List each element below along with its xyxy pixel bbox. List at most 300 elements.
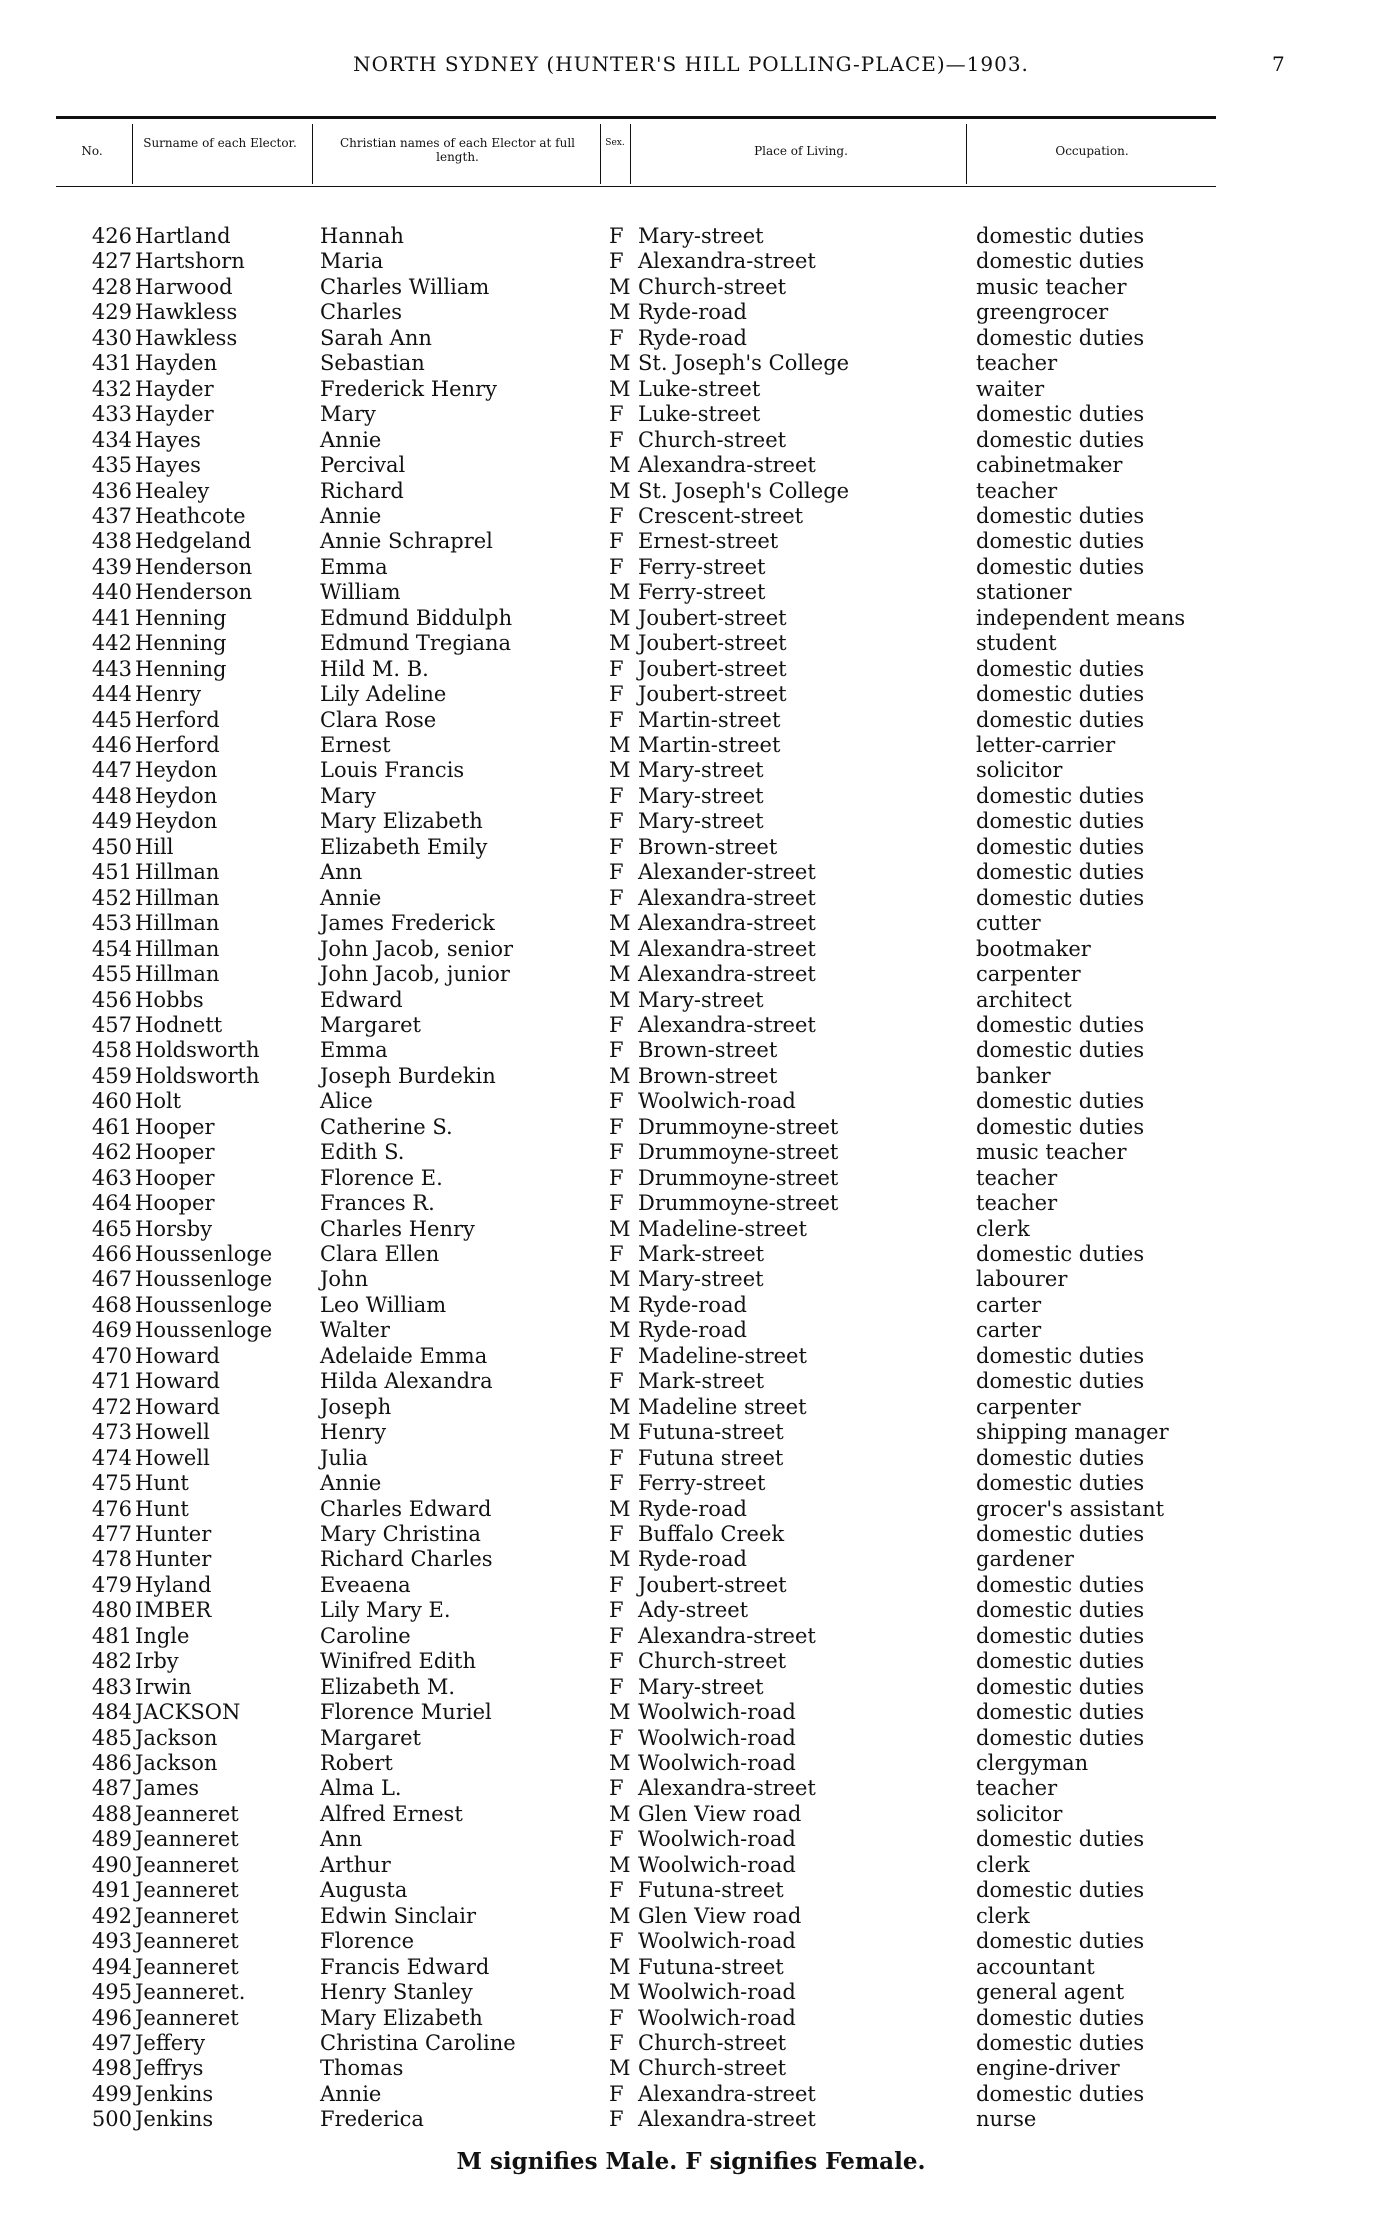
- elector-number: 429: [91, 300, 132, 325]
- christian-names: Ann: [320, 1827, 363, 1852]
- surname: Ingle: [135, 1623, 190, 1648]
- elector-number: 492: [91, 1903, 132, 1928]
- christian-names: Catherine S.: [320, 1114, 453, 1139]
- surname: James: [135, 1776, 200, 1801]
- surname: JACKSON: [135, 1700, 241, 1725]
- surname: Hobbs: [135, 987, 204, 1012]
- surname: Jeanneret: [135, 1878, 239, 1903]
- christian-names: Elizabeth Emily: [320, 834, 488, 859]
- elector-number: 485: [91, 1725, 132, 1750]
- surname: Holdsworth: [135, 1038, 260, 1063]
- sex: F: [609, 1114, 624, 1139]
- surname: Jeanneret: [135, 1903, 239, 1928]
- elector-number: 430: [91, 325, 132, 350]
- surname: Hillman: [135, 962, 220, 987]
- occupation: domestic duties: [976, 1623, 1145, 1648]
- christian-names: Francis Edward: [320, 1954, 490, 1979]
- christian-names: Hannah: [320, 224, 404, 248]
- sex: F: [609, 1929, 624, 1954]
- christian-names: Emma: [320, 1038, 388, 1063]
- table-row: [0, 1140, 1382, 1165]
- elector-number: 441: [91, 605, 132, 630]
- place-of-living: Buffalo Creek: [638, 1521, 785, 1546]
- surname: Jackson: [135, 1725, 218, 1750]
- place-of-living: Woolwich-road: [638, 1089, 796, 1114]
- sex: M: [609, 605, 631, 630]
- elector-number: 451: [91, 860, 132, 885]
- sex-legend-footer: M signifies Male. F signifies Female.: [456, 2148, 926, 2175]
- christian-names: Margaret: [320, 1012, 421, 1037]
- christian-names: Joseph Burdekin: [320, 1063, 496, 1088]
- surname: Heydon: [135, 783, 218, 808]
- christian-names: Augusta: [320, 1878, 408, 1903]
- occupation: domestic duties: [976, 1445, 1145, 1470]
- christian-names: Annie: [320, 503, 382, 528]
- christian-names: Florence: [320, 1929, 415, 1954]
- table-row: [0, 2031, 1382, 2056]
- place-of-living: Crescent-street: [638, 503, 804, 528]
- occupation: domestic duties: [976, 1598, 1145, 1623]
- elector-number: 497: [91, 2030, 132, 2055]
- sex: F: [609, 1343, 624, 1368]
- elector-number: 461: [91, 1114, 132, 1139]
- occupation: clerk: [976, 1903, 1030, 1928]
- place-of-living: Futuna street: [638, 1445, 784, 1470]
- place-of-living: Ferry-street: [638, 1471, 766, 1496]
- place-of-living: Drummoyne-street: [638, 1140, 839, 1165]
- surname: Houssenloge: [135, 1292, 273, 1317]
- sex: F: [609, 809, 624, 834]
- table-row: [0, 1013, 1382, 1038]
- place-of-living: St. Joseph's College: [638, 351, 850, 376]
- occupation: domestic duties: [976, 1242, 1145, 1266]
- christian-names: Caroline: [320, 1623, 411, 1648]
- sex: F: [609, 1369, 624, 1394]
- table-row: [0, 733, 1382, 758]
- surname: Howell: [135, 1420, 210, 1445]
- christian-names: Christina Caroline: [320, 2030, 516, 2055]
- occupation: clerk: [976, 1852, 1030, 1877]
- christian-names: Joseph: [320, 1394, 392, 1419]
- elector-number: 433: [91, 402, 132, 427]
- occupation: domestic duties: [976, 834, 1145, 859]
- elector-number: 434: [91, 427, 132, 452]
- place-of-living: Ryde-road: [638, 300, 747, 325]
- elector-number: 493: [91, 1929, 132, 1954]
- sex: M: [609, 351, 631, 376]
- sex: F: [609, 707, 624, 732]
- place-of-living: Woolwich-road: [638, 1929, 796, 1954]
- elector-number: 436: [91, 478, 132, 503]
- place-of-living: Ady-street: [638, 1598, 749, 1623]
- christian-names: Alice: [320, 1089, 373, 1114]
- table-row: [0, 1471, 1382, 1496]
- place-of-living: Luke-street: [638, 376, 761, 401]
- table-row: [0, 1955, 1382, 1980]
- place-of-living: Mary-street: [638, 809, 764, 834]
- occupation: architect: [976, 987, 1072, 1012]
- table-row: [0, 835, 1382, 860]
- place-of-living: Church-street: [638, 2030, 787, 2055]
- table-row: [0, 428, 1382, 453]
- christian-names: John Jacob, junior: [320, 962, 510, 987]
- christian-names: Hilda Alexandra: [320, 1369, 493, 1394]
- table-row: [0, 784, 1382, 809]
- sex: M: [609, 1954, 631, 1979]
- occupation: domestic duties: [976, 1012, 1145, 1037]
- place-of-living: Woolwich-road: [638, 1700, 796, 1725]
- surname: Healey: [135, 478, 210, 503]
- place-of-living: Mary-street: [638, 987, 764, 1012]
- place-of-living: Alexandra-street: [638, 1012, 816, 1037]
- elector-number: 457: [91, 1012, 132, 1037]
- christian-names: Charles: [320, 300, 403, 325]
- place-of-living: Church-street: [638, 274, 787, 299]
- sex: M: [609, 1292, 631, 1317]
- surname: Hunter: [135, 1547, 212, 1572]
- christian-names: Charles Henry: [320, 1216, 475, 1241]
- elector-number: 491: [91, 1878, 132, 1903]
- elector-number: 478: [91, 1547, 132, 1572]
- christian-names: Mary Elizabeth: [320, 2005, 483, 2030]
- occupation: greengrocer: [976, 300, 1109, 325]
- occupation: accountant: [976, 1954, 1095, 1979]
- surname: Howard: [135, 1343, 220, 1368]
- christian-names: Julia: [320, 1445, 368, 1470]
- surname: Harwood: [135, 274, 233, 299]
- table-row: [0, 809, 1382, 834]
- occupation: cabinetmaker: [976, 453, 1123, 478]
- occupation: domestic duties: [976, 554, 1145, 579]
- occupation: domestic duties: [976, 427, 1145, 452]
- place-of-living: Church-street: [638, 2056, 787, 2081]
- christian-names: Edward: [320, 987, 403, 1012]
- surname: Hunt: [135, 1496, 189, 1521]
- sex: F: [609, 2081, 624, 2106]
- christian-names: Sebastian: [320, 351, 425, 376]
- surname: Irwin: [135, 1674, 192, 1699]
- table-row: [0, 1675, 1382, 1700]
- table-row: [0, 529, 1382, 554]
- occupation: domestic duties: [976, 1929, 1145, 1954]
- table-row: [0, 1267, 1382, 1292]
- column-divider: [312, 124, 313, 184]
- surname: Hooper: [135, 1191, 215, 1216]
- surname: Hyland: [135, 1572, 212, 1597]
- elector-number: 449: [91, 809, 132, 834]
- sex: F: [609, 1827, 624, 1852]
- surname: Holt: [135, 1089, 182, 1114]
- place-of-living: Woolwich-road: [638, 1725, 796, 1750]
- elector-number: 435: [91, 453, 132, 478]
- sex: F: [609, 1471, 624, 1496]
- occupation: domestic duties: [976, 1089, 1145, 1114]
- occupation: domestic duties: [976, 529, 1145, 554]
- christian-names: Edmund Biddulph: [320, 605, 513, 630]
- header-surname: Surname of each Elector.: [143, 136, 297, 150]
- christian-names: Edmund Tregiana: [320, 631, 512, 656]
- elector-number: 442: [91, 631, 132, 656]
- christian-names: Mary Elizabeth: [320, 809, 483, 834]
- occupation: teacher: [976, 1191, 1058, 1216]
- table-row: [0, 326, 1382, 351]
- sex: F: [609, 554, 624, 579]
- table-row: [0, 275, 1382, 300]
- elector-number: 486: [91, 1751, 132, 1775]
- surname: Jenkins: [135, 2107, 214, 2132]
- header-christian-names: Christian names of each Elector at full length.: [340, 136, 575, 164]
- header-bottom-rule: [56, 186, 1216, 187]
- place-of-living: Joubert-street: [638, 631, 787, 656]
- table-row: [0, 402, 1382, 427]
- table-row: [0, 1751, 1382, 1776]
- occupation: carpenter: [976, 1394, 1081, 1419]
- occupation: nurse: [976, 2107, 1037, 2132]
- table-row: [0, 1776, 1382, 1801]
- sex: F: [609, 885, 624, 910]
- table-row: [0, 1522, 1382, 1547]
- christian-names: Eveaena: [320, 1572, 411, 1597]
- christian-names: Emma: [320, 554, 388, 579]
- place-of-living: Alexandra-street: [638, 1776, 816, 1801]
- surname: Henry: [135, 682, 202, 707]
- elector-number: 459: [91, 1063, 132, 1088]
- place-of-living: Futuna-street: [638, 1878, 784, 1903]
- elector-number: 476: [91, 1496, 132, 1521]
- sex: F: [609, 1649, 624, 1674]
- sex: F: [609, 503, 624, 528]
- surname: Hedgeland: [135, 529, 252, 554]
- sex: M: [609, 1063, 631, 1088]
- place-of-living: Drummoyne-street: [638, 1165, 839, 1190]
- surname: Hill: [135, 834, 174, 859]
- sex: F: [609, 1623, 624, 1648]
- table-row: [0, 1217, 1382, 1242]
- place-of-living: Joubert-street: [638, 656, 787, 681]
- sex: M: [609, 274, 631, 299]
- christian-names: Lily Mary E.: [320, 1598, 451, 1623]
- surname: IMBER: [135, 1598, 212, 1623]
- table-row: [0, 1573, 1382, 1598]
- occupation: carpenter: [976, 962, 1081, 987]
- sex: M: [609, 376, 631, 401]
- sex: M: [609, 911, 631, 936]
- table-row: [0, 351, 1382, 376]
- sex: F: [609, 1012, 624, 1037]
- table-row: [0, 1166, 1382, 1191]
- table-row: [0, 1649, 1382, 1674]
- elector-number: 484: [91, 1700, 132, 1725]
- place-of-living: Mark-street: [638, 1242, 765, 1266]
- christian-names: Mary: [320, 402, 376, 427]
- sex: M: [609, 453, 631, 478]
- christian-names: Frances R.: [320, 1191, 435, 1216]
- place-of-living: Alexandra-street: [638, 936, 816, 961]
- surname: Hodnett: [135, 1012, 223, 1037]
- occupation: domestic duties: [976, 1521, 1145, 1546]
- sex: F: [609, 1725, 624, 1750]
- elector-number: 472: [91, 1394, 132, 1419]
- surname: Hillman: [135, 936, 220, 961]
- surname: Hartland: [135, 224, 231, 248]
- table-row: [0, 1700, 1382, 1725]
- surname: Heydon: [135, 809, 218, 834]
- table-row: [0, 2056, 1382, 2081]
- header-top-rule: [56, 116, 1216, 119]
- christian-names: Alma L.: [320, 1776, 402, 1801]
- christian-names: Sarah Ann: [320, 325, 432, 350]
- occupation: labourer: [976, 1267, 1068, 1292]
- place-of-living: Woolwich-road: [638, 1751, 796, 1775]
- elector-number: 462: [91, 1140, 132, 1165]
- christian-names: Lily Adeline: [320, 682, 447, 707]
- table-row: [0, 249, 1382, 274]
- place-of-living: Church-street: [638, 1649, 787, 1674]
- occupation: domestic duties: [976, 860, 1145, 885]
- occupation: bootmaker: [976, 936, 1091, 961]
- table-row: [0, 1064, 1382, 1089]
- surname: Howell: [135, 1445, 210, 1470]
- table-row: [0, 1115, 1382, 1140]
- christian-names: Annie: [320, 427, 382, 452]
- occupation: waiter: [976, 376, 1045, 401]
- table-row: [0, 580, 1382, 605]
- occupation: letter-carrier: [976, 733, 1116, 757]
- place-of-living: Madeline-street: [638, 1343, 807, 1368]
- sex: F: [609, 427, 624, 452]
- table-row: [0, 1038, 1382, 1063]
- place-of-living: Ferry-street: [638, 554, 766, 579]
- surname: Henning: [135, 656, 227, 681]
- table-row: [0, 555, 1382, 580]
- occupation: domestic duties: [976, 885, 1145, 910]
- header-no: No.: [81, 144, 103, 158]
- elector-number: 490: [91, 1852, 132, 1877]
- place-of-living: Mary-street: [638, 1674, 764, 1699]
- sex: M: [609, 1547, 631, 1572]
- surname: Hayes: [135, 453, 201, 478]
- elector-number: 496: [91, 2005, 132, 2030]
- place-of-living: Glen View road: [638, 1801, 802, 1826]
- christian-names: Richard: [320, 478, 404, 503]
- place-of-living: Joubert-street: [638, 605, 787, 630]
- elector-number: 495: [91, 1980, 132, 2005]
- surname: Irby: [135, 1649, 179, 1674]
- sex: M: [609, 631, 631, 656]
- place-of-living: Alexandra-street: [638, 249, 816, 274]
- sex: M: [609, 1267, 631, 1292]
- sex: F: [609, 656, 624, 681]
- elector-number: 465: [91, 1216, 132, 1241]
- surname: Hayder: [135, 376, 214, 401]
- table-row: [0, 631, 1382, 656]
- elector-number: 474: [91, 1445, 132, 1470]
- table-row: [0, 1726, 1382, 1751]
- place-of-living: Ferry-street: [638, 580, 766, 605]
- christian-names: Charles William: [320, 274, 490, 299]
- surname: Henderson: [135, 580, 253, 605]
- christian-names: Florence Muriel: [320, 1700, 492, 1725]
- christian-names: Winifred Edith: [320, 1649, 476, 1674]
- christian-names: Margaret: [320, 1725, 421, 1750]
- sex: M: [609, 987, 631, 1012]
- place-of-living: Woolwich-road: [638, 2005, 796, 2030]
- christian-names: Ernest: [320, 733, 391, 757]
- sex: F: [609, 1776, 624, 1801]
- place-of-living: St. Joseph's College: [638, 478, 850, 503]
- elector-number: 439: [91, 554, 132, 579]
- occupation: engine-driver: [976, 2056, 1120, 2081]
- sex: M: [609, 580, 631, 605]
- occupation: teacher: [976, 478, 1058, 503]
- place-of-living: Brown-street: [638, 1038, 778, 1063]
- elector-number: 494: [91, 1954, 132, 1979]
- christian-names: Florence E.: [320, 1165, 443, 1190]
- sex: M: [609, 1801, 631, 1826]
- table-row: [0, 1344, 1382, 1369]
- elector-number: 438: [91, 529, 132, 554]
- place-of-living: Ryde-road: [638, 1318, 747, 1343]
- surname: Henning: [135, 631, 227, 656]
- occupation: solicitor: [976, 758, 1063, 783]
- occupation: domestic duties: [976, 809, 1145, 834]
- place-of-living: Madeline street: [638, 1394, 807, 1419]
- elector-number: 428: [91, 274, 132, 299]
- christian-names: Thomas: [320, 2056, 404, 2081]
- sex: F: [609, 2107, 624, 2132]
- elector-number: 432: [91, 376, 132, 401]
- sex: F: [609, 783, 624, 808]
- table-row: [0, 2107, 1382, 2132]
- occupation: teacher: [976, 1165, 1058, 1190]
- table-row: [0, 860, 1382, 885]
- christian-names: Louis Francis: [320, 758, 465, 783]
- occupation: shipping manager: [976, 1420, 1169, 1445]
- christian-names: Annie: [320, 1471, 382, 1496]
- occupation: carter: [976, 1292, 1042, 1317]
- sex: M: [609, 1394, 631, 1419]
- surname: Hartshorn: [135, 249, 245, 274]
- table-row: [0, 1802, 1382, 1827]
- christian-names: Henry: [320, 1420, 387, 1445]
- elector-number: 458: [91, 1038, 132, 1063]
- occupation: clergyman: [976, 1751, 1089, 1775]
- surname: Jeanneret.: [135, 1980, 246, 2005]
- surname: Herford: [135, 707, 220, 732]
- christian-names: Elizabeth M.: [320, 1674, 456, 1699]
- sex: F: [609, 1598, 624, 1623]
- surname: Houssenloge: [135, 1318, 273, 1343]
- table-row: [0, 1395, 1382, 1420]
- occupation: domestic duties: [976, 224, 1145, 248]
- table-row: [0, 377, 1382, 402]
- place-of-living: Joubert-street: [638, 682, 787, 707]
- occupation: domestic duties: [976, 1572, 1145, 1597]
- column-divider: [630, 124, 631, 184]
- sex: M: [609, 2056, 631, 2081]
- christian-names: John: [320, 1267, 369, 1292]
- surname: Jeffery: [135, 2030, 206, 2055]
- christian-names: Richard Charles: [320, 1547, 493, 1572]
- place-of-living: Futuna-street: [638, 1954, 784, 1979]
- christian-names: Clara Ellen: [320, 1242, 440, 1266]
- place-of-living: Martin-street: [638, 707, 781, 732]
- column-divider: [966, 124, 967, 184]
- elector-number: 475: [91, 1471, 132, 1496]
- sex: F: [609, 1521, 624, 1546]
- sex: F: [609, 402, 624, 427]
- sex: F: [609, 1674, 624, 1699]
